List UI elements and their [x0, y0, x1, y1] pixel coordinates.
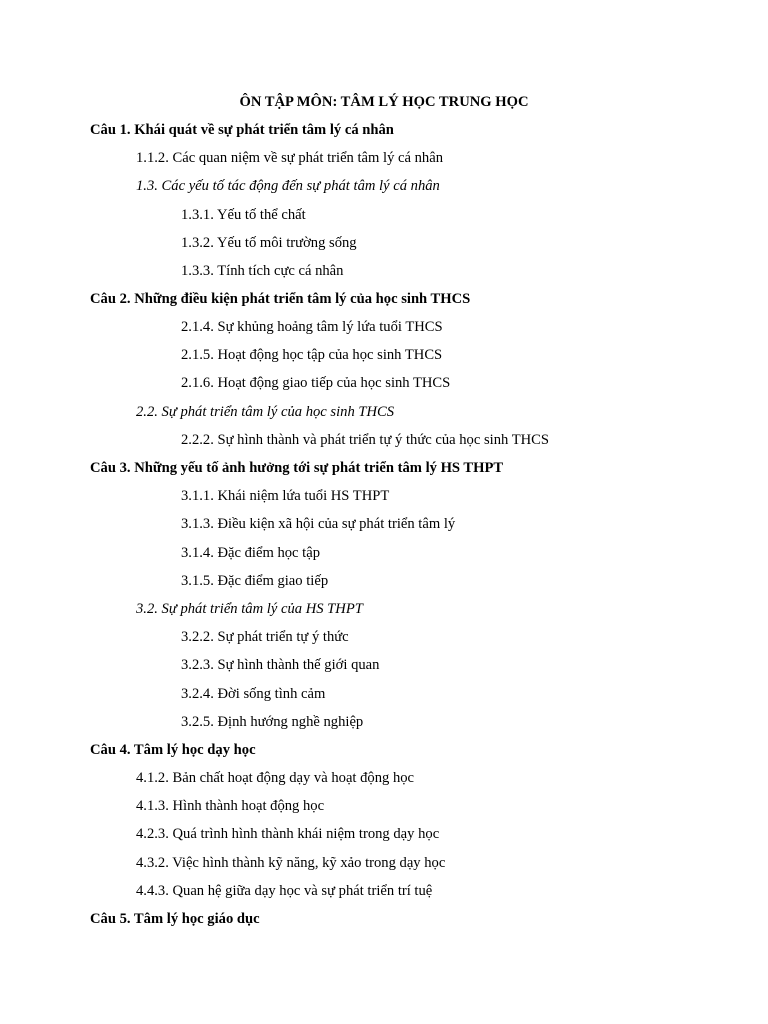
section-heading-cau-5: Câu 5. Tâm lý học giáo dục [90, 911, 260, 927]
outline-item: 1.3.2. Yếu tố môi trường sống [181, 235, 357, 251]
outline-item: 4.4.3. Quan hệ giữa dạy học và sự phát triển trí tuệ [136, 883, 433, 899]
outline-item: 1.3.3. Tính tích cực cá nhân [181, 263, 344, 279]
outline-item: 3.2.2. Sự phát triển tự ý thức [181, 629, 349, 645]
section-heading-cau-4: Câu 4. Tâm lý học dạy học [90, 742, 256, 758]
outline-subheading: 1.3. Các yếu tố tác động đến sự phát tâm lý cá nhân [136, 178, 440, 194]
outline-item: 1.3.1. Yếu tố thể chất [181, 207, 306, 223]
outline-item: 1.1.2. Các quan niệm về sự phát triển tâm lý cá nhân [136, 150, 443, 166]
outline-item: 4.3.2. Việc hình thành kỹ năng, kỹ xảo trong dạy học [136, 855, 446, 871]
outline-item: 2.2.2. Sự hình thành và phát triển tự ý thức của học sinh THCS [181, 432, 549, 448]
outline-item: 2.1.5. Hoạt động học tập của học sinh THCS [181, 347, 443, 363]
outline-item: 3.2.3. Sự hình thành thế giới quan [181, 657, 380, 673]
outline-subheading: 3.2. Sự phát triển tâm lý của HS THPT [136, 601, 363, 617]
section-heading-cau-2: Câu 2. Những điều kiện phát triển tâm lý của học sinh THCS [90, 291, 471, 307]
section-heading-cau-3: Câu 3. Những yếu tố ảnh hưởng tới sự phát triển tâm lý HS THPT [90, 460, 504, 476]
outline-item: 3.1.5. Đặc điểm giao tiếp [181, 573, 329, 589]
outline-item: 3.2.4. Đời sống tình cảm [181, 686, 326, 702]
outline-item: 4.1.2. Bản chất hoạt động dạy và hoạt động học [136, 770, 415, 786]
outline-item: 4.1.3. Hình thành hoạt động học [136, 798, 325, 814]
outline-item: 3.2.5. Định hướng nghề nghiệp [181, 714, 364, 730]
outline-item: 3.1.4. Đặc điểm học tập [181, 545, 321, 561]
outline-item: 3.1.1. Khái niệm lứa tuổi HS THPT [181, 488, 390, 504]
section-heading-cau-1: Câu 1. Khái quát về sự phát triển tâm lý cá nhân [90, 122, 394, 138]
outline-item: 2.1.6. Hoạt động giao tiếp của học sinh THCS [181, 375, 451, 391]
document-title: ÔN TẬP MÔN: TÂM LÝ HỌC TRUNG HỌC [239, 94, 529, 110]
outline-item: 3.1.3. Điều kiện xã hội của sự phát triển tâm lý [181, 516, 456, 532]
outline-subheading: 2.2. Sự phát triển tâm lý của học sinh THCS [136, 404, 395, 420]
outline-item: 4.2.3. Quá trình hình thành khái niệm trong dạy học [136, 826, 440, 842]
outline-item: 2.1.4. Sự khủng hoảng tâm lý lứa tuổi THCS [181, 319, 443, 335]
